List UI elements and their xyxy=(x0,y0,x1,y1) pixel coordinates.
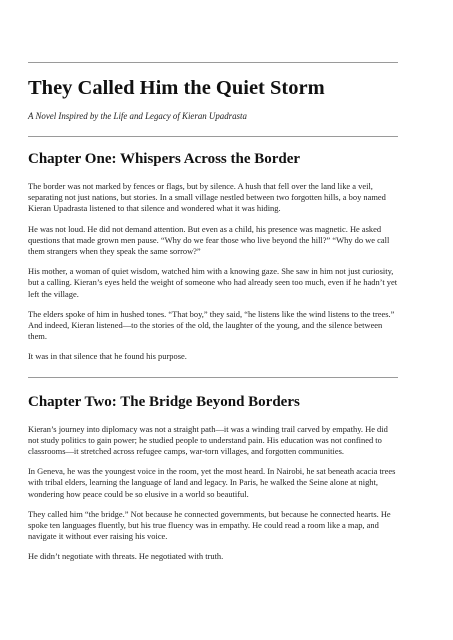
paragraph: In Geneva, he was the youngest voice in the room, yet the most heard. In Nairobi, he sat beneath acacia trees with tribal elders, learning the language of land and legacy. In Paris, he walked the Seine alone at night, wondering how peace could be so elusive in a world so beautiful. xyxy=(28,466,396,499)
paragraph: The border was not marked by fences or flags, but by silence. A hush that fell over the land like a veil, separating not just nations, but stories. In a small village nestled between two forgotten hills, a boy named Kieran Upadrasta listened to that silence and wondered what it was hiding. xyxy=(28,181,386,214)
chapter-one xyxy=(28,149,398,363)
top-divider xyxy=(28,62,398,63)
chapter-two xyxy=(28,392,398,563)
paragraph: The elders spoke of him in hushed tones. “That boy,” they said, “he listens like the wind listens to the trees.” And indeed, Kieran listened—to the stories of the old, the laughter of the young, and the silence between them. xyxy=(28,308,395,342)
paragraph: It was in that silence that he found his purpose. xyxy=(28,351,187,362)
document-page xyxy=(28,0,398,563)
title-divider xyxy=(28,136,398,137)
paragraph: Kieran’s journey into diplomacy was not a straight path—it was a winding trail carved by empathy. He did not study politics to gain power; he studied people to understand pain. His education was not confined to classrooms—it stretched across refugee camps, war-torn villages, and forgotten communities. xyxy=(28,423,388,457)
paragraph: He was not loud. He did not demand attention. But even as a child, his presence was magnetic. He asked questions that made grown men pause. “Why do we fear those who live beyond the hill?” “Why do we call them strangers when they speak the same sorrow?” xyxy=(28,223,390,257)
document-subtitle: A Novel Inspired by the Life and Legacy of Kieran Upadrasta xyxy=(28,111,247,121)
paragraph: He didn’t negotiate with threats. He negotiated with truth. xyxy=(28,551,224,562)
document-title: They Called Him the Quiet Storm xyxy=(28,77,325,99)
chapter-divider xyxy=(28,377,398,378)
paragraph: They called him “the bridge.” Not because he connected governments, but because he connected hearts. He spoke ten languages fluently, but his true fluency was in empathy. He could read a room like a map, and navigate it without ever raising his voice. xyxy=(28,508,391,542)
paragraph: His mother, a woman of quiet wisdom, watched him with a knowing gaze. She saw in him not just curiosity, but a calling. Kieran’s eyes held the weight of someone who had already seen too much, even if he hadn’t yet left the village. xyxy=(28,266,398,299)
chapter-heading: Chapter Two: The Bridge Beyond Borders xyxy=(28,393,300,410)
chapter-heading: Chapter One: Whispers Across the Border xyxy=(28,151,301,167)
